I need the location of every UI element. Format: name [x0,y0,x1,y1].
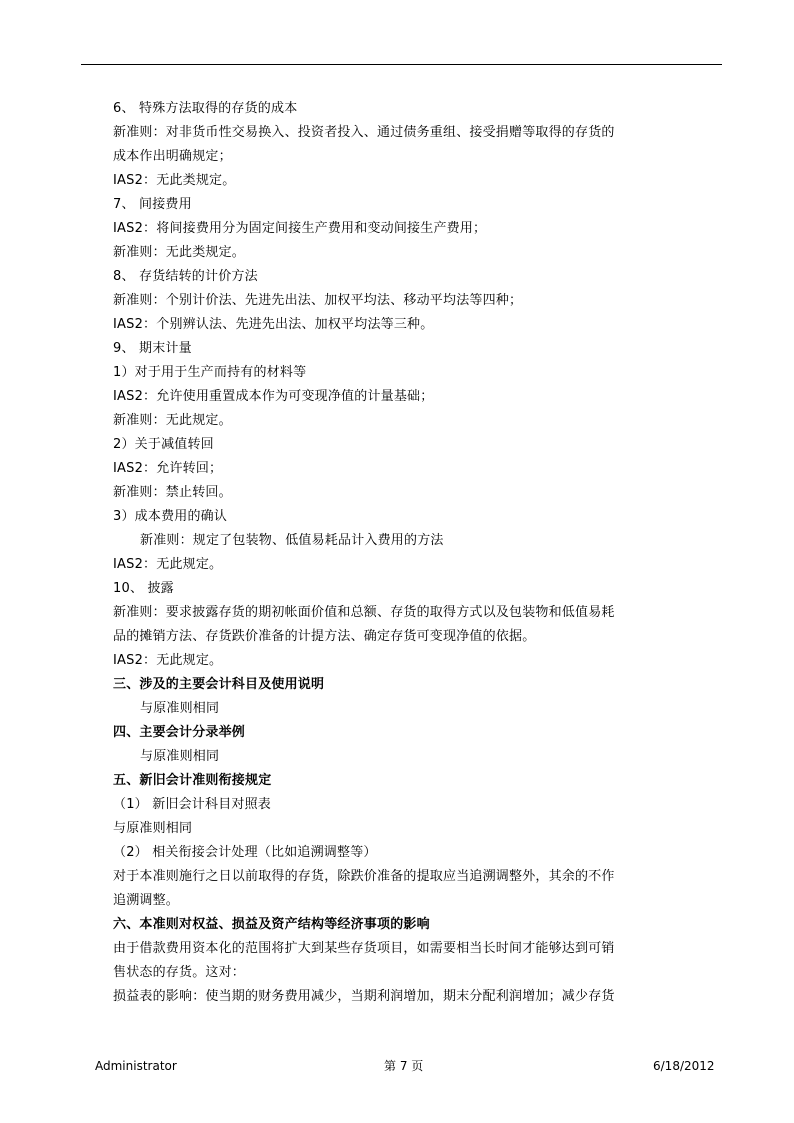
footer-author: Administrator [95,1059,177,1073]
subsection-heading: （2） 相关衔接会计处理（比如追溯调整等） [113,845,377,860]
paragraph-line: 与原准则相同 [113,821,193,836]
subsection-heading: 2）关于减值转回 [113,437,214,452]
section-heading: 9、 期末计量 [113,341,192,356]
chapter-heading: 六、本准则对权益、损益及资产结构等经济事项的影响 [113,917,430,932]
paragraph-line: 由于借款费用资本化的范围将扩大到某些存货项目，如需要相当长时间才能够达到可销 [113,941,615,956]
chapter-heading: 四、主要会计分录举例 [113,725,246,740]
section-heading: 10、 披露 [113,581,174,596]
page-footer [0,1057,794,1075]
paragraph-line: 新准则：规定了包装物、低值易耗品计入费用的方法 [140,533,444,548]
paragraph-line: 新准则：对非货币性交易换入、投资者投入、通过债务重组、接受捐赠等取得的存货的 [113,125,615,140]
paragraph-line: 新准则：要求披露存货的期初帐面价值和总额、存货的取得方式以及包装物和低值易耗 [113,605,615,620]
paragraph-line: 新准则：无此规定。 [113,413,232,428]
paragraph-line: 新准则：个别计价法、先进先出法、加权平均法、移动平均法等四种； [113,293,523,308]
paragraph-line: 品的摊销方法、存货跌价准备的计提方法、确定存货可变现净值的依据。 [113,629,536,644]
paragraph-line: IAS2：个别辨认法、先进先出法、加权平均法等三种。 [113,317,434,332]
document-body [113,97,673,1009]
paragraph-line: 新准则：无此类规定。 [113,245,246,260]
paragraph-line: IAS2：无此规定。 [113,557,223,572]
paragraph-line: 新准则：禁止转回。 [113,485,232,500]
paragraph-line: IAS2：将间接费用分为固定间接生产费用和变动间接生产费用； [113,221,487,236]
paragraph-line: 售状态的存货。这对： [113,965,246,980]
section-heading: 7、 间接费用 [113,197,192,212]
paragraph-line: 与原准则相同 [140,701,220,716]
subsection-heading: （1） 新旧会计科目对照表 [113,797,272,812]
paragraph-line: 对于本准则施行之日以前取得的存货，除跌价准备的提取应当追溯调整外，其余的不作 [113,869,615,884]
header-rule [81,64,722,65]
chapter-heading: 五、新旧会计准则衔接规定 [113,773,272,788]
paragraph-line: IAS2：无此规定。 [113,653,223,668]
footer-page-number: 第 7 页 [384,1059,424,1073]
paragraph-line: IAS2：无此类规定。 [113,173,236,188]
paragraph-line: IAS2：允许转回； [113,461,223,476]
paragraph-line: 与原准则相同 [140,749,220,764]
section-heading: 6、 特殊方法取得的存货的成本 [113,101,298,116]
paragraph-line: 成本作出明确规定； [113,149,232,164]
subsection-heading: 1）对于用于生产而持有的材料等 [113,365,307,380]
paragraph-line: IAS2：允许使用重置成本作为可变现净值的计量基础； [113,389,434,404]
chapter-heading: 三、涉及的主要会计科目及使用说明 [113,677,325,692]
section-heading: 8、 存货结转的计价方法 [113,269,258,284]
footer-date: 6/18/2012 [653,1059,715,1073]
paragraph-line: 损益表的影响：使当期的财务费用减少，当期利润增加，期末分配利润增加；减少存货 [113,989,615,1004]
paragraph-line: 追溯调整。 [113,893,180,908]
subsection-heading: 3）成本费用的确认 [113,509,228,524]
